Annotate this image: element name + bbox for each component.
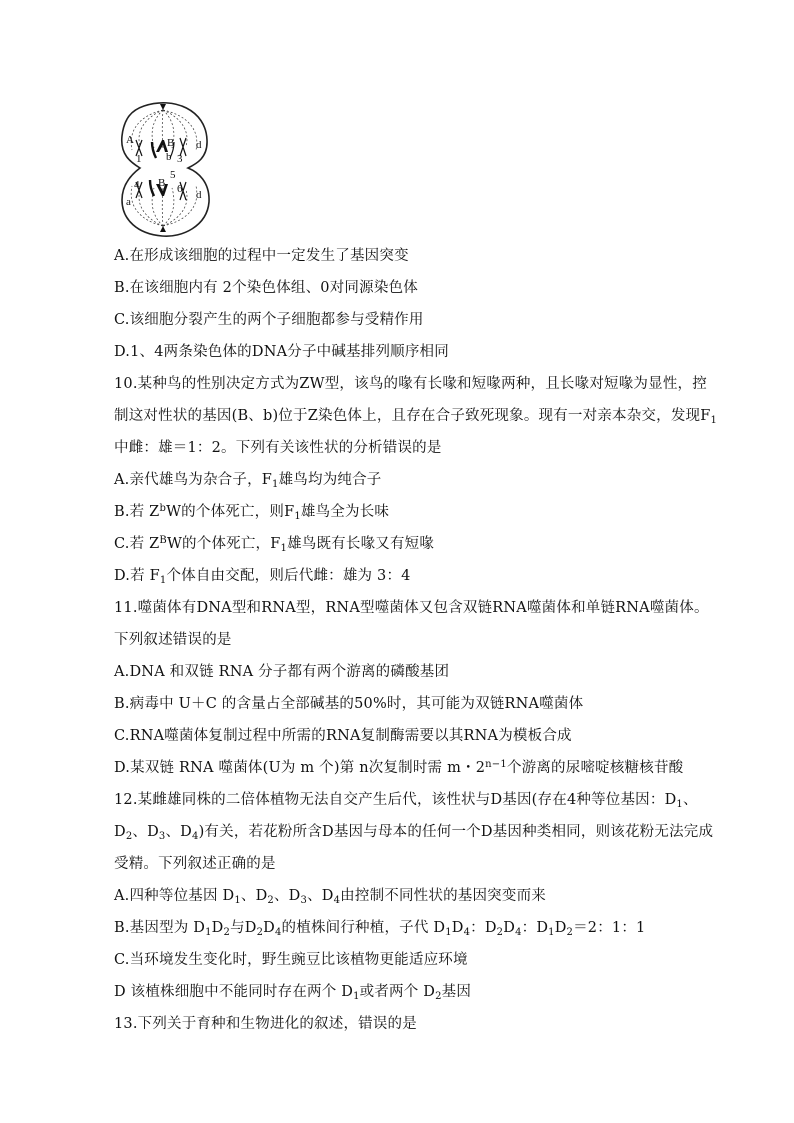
chromosome-6 (150, 180, 154, 196)
q9-option-b: B.在该细胞内有 2个染色体组、0对同源染色体 (114, 280, 418, 296)
q11-option-c: C.RNA噬菌体复制过程中所需的RNA复制酶需要以其RNA为模板合成 (114, 728, 572, 744)
label-a1: a (126, 196, 131, 208)
q12-stem-line2: $D_2$、$D_3$、$D_4$)有关，若花粉所含D基因与母本的任何一个D基因种类相同，则该花粉无法完成 (114, 824, 714, 842)
q9-option-d: D.1、4两条染色体的DNA分子中碱基排列顺序相同 (114, 344, 449, 360)
centrosome-top (160, 104, 166, 110)
q10-stem-line2: 制这对性状的基因(B、b)位于Z染色体上，且存在合子致死现象。现有一对亲本杂交，发现$F_1$ (114, 408, 718, 426)
label-4: 4 (134, 179, 140, 191)
label-B: B (167, 137, 175, 149)
q9-option-a: A.在形成该细胞的过程中一定发生了基因突变 (114, 248, 409, 264)
q12-stem-line1: 12.某雌雄同株的二倍体植物无法自交产生后代，该性状与D基因(存在4种等位基因：$D_1$、 (114, 792, 698, 810)
q11-stem-line1: 11.噬菌体有DNA型和RNA型，RNA型噬菌体又包含双链RNA噬菌体和单链RNA噬菌体。 (114, 600, 709, 616)
q10-option-a: A.亲代雄鸟为杂合子，$F_1$雄鸟均为纯合子 (114, 472, 382, 490)
q10-option-c: C.若 $Z^BW$的个体死亡，$F_1$雄鸟既有长喙又有短喙 (114, 535, 435, 554)
q10-option-d: D.若 $F_1$个体自由交配，则后代雌：雄为 3：4 (114, 568, 411, 586)
label-6: 6 (177, 183, 183, 195)
q13-stem: 13.下列关于育种和生物进化的叙述，错误的是 (114, 1016, 417, 1032)
q12-option-c: C.当环境发生变化时，野生豌豆比该植物更能适应环境 (114, 952, 468, 968)
label-d2: d (196, 189, 202, 201)
q11-option-b: B.病毒中 U＋C 的含量占全部碱基的50%时，其可能为双链RNA噬菌体 (114, 696, 584, 712)
label-A1: A (126, 134, 134, 146)
q12-option-a: A.四种等位基因 $D_1$、$D_2$、$D_3$、$D_4$由控制不同性状的基因突变而来 (114, 888, 546, 906)
centrosome-bottom (160, 226, 166, 232)
label-1: 1 (136, 153, 142, 165)
cell-division-figure (114, 98, 214, 238)
chromosome-2 (152, 142, 156, 158)
q9-option-c: C.该细胞分裂产生的两个子细胞都参与受精作用 (114, 312, 424, 328)
q10-option-b: B.若 $Z^bW$的个体死亡，则$F_1$雄鸟全为长味 (114, 503, 390, 522)
q10-stem-line3: 中雌：雄＝1：2。下列有关该性状的分析错误的是 (114, 440, 442, 456)
label-5: 5 (170, 169, 176, 181)
label-d1: d (196, 139, 202, 151)
label-B2: B (158, 177, 166, 189)
cell-diagram (114, 98, 214, 238)
q12-option-b: B.基因型为 $D_1D_2$与$D_2D_4$的植株间行种植，子代 $D_1D_4$：$D_2D_4$：$D_1D_2=2$：1：1 (114, 920, 646, 938)
label-b: b (166, 151, 172, 163)
q11-option-a: A.DNA 和双链 RNA 分子都有两个游离的磷酸基团 (114, 664, 450, 680)
q12-option-d: D 该植株细胞中不能同时存在两个 $D_1$或者两个 $D_2$基因 (114, 984, 472, 1002)
q11-stem-line2: 下列叙述错误的是 (114, 632, 232, 648)
q12-stem-line3: 受精。下列叙述正确的是 (114, 856, 276, 872)
label-3: 3 (177, 153, 183, 165)
cell-membrane (122, 103, 209, 236)
q10-stem-line1: 10.某种鸟的性别决定方式为ZW型，该鸟的喙有长喙和短喙两种，且长喙对短喙为显性，控 (114, 376, 707, 392)
q11-option-d: D.某双链 RNA 噬菌体(U为 m 个)第 n次复制时需 m・$2^{n-1}$个游离的尿嘧啶核糖核苷酸 (114, 759, 684, 776)
